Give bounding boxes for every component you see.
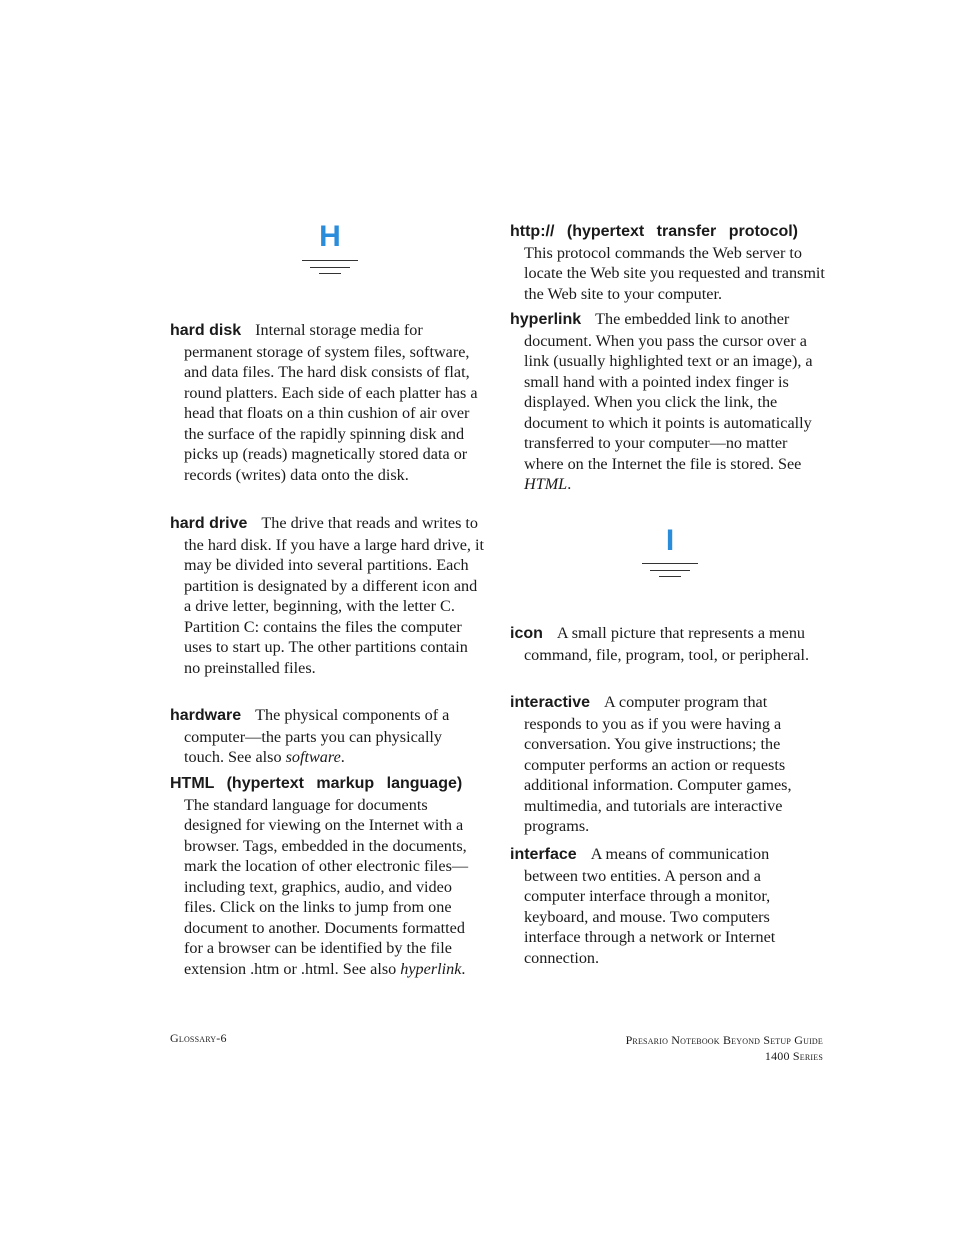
glossary-term: hard drive (170, 515, 248, 532)
cross-reference: hyperlink (400, 959, 462, 978)
punctuation: . (567, 475, 572, 493)
glossary-definition: A means of communication between two entities. A person and a computer interface through a monitor, keyboard, and mouse. Two computers interface through a network or Internet connection. (524, 845, 776, 967)
section-letter: H (319, 220, 341, 253)
glossary-term: interface (510, 846, 577, 863)
glossary-definition: The physical components of a computer—the parts you can physically touch. See also (184, 706, 450, 766)
section-header-i (642, 526, 698, 556)
glossary-definition: A computer program that responds to you as if you were having a conversation. You give instructions; the computer performs an action or requests additional information. Computer games, multimedia, and tutorials are interactive programs. (524, 693, 792, 835)
section-header-h (302, 222, 358, 252)
glossary-entry-interface (510, 844, 825, 968)
glossary-term: icon (510, 625, 543, 642)
glossary-entry-hardware (170, 705, 485, 768)
glossary-entry-hard-drive (170, 513, 485, 678)
glossary-term: hardware (170, 707, 242, 724)
section-letter: I (665, 524, 675, 557)
divider (642, 563, 698, 564)
glossary-definition: Internal storage media for permanent storage of system files, software, and data files. The hard disk consists of flat, round platters. Each side of each platter has a head that floats on a thin cushion of air over the surface of the rapidly spinning disk and picks up (reads) magnetically stored data or records (writes) data onto the disk. (184, 321, 478, 484)
divider (302, 260, 358, 261)
glossary-entry-html (170, 774, 485, 979)
glossary-entry-icon (510, 623, 825, 665)
punctuation: . (461, 959, 466, 978)
glossary-term: hard disk (170, 322, 242, 339)
divider (310, 267, 350, 268)
cross-reference: software (285, 748, 341, 766)
glossary-entry-http (510, 222, 825, 304)
divider (659, 576, 681, 577)
page-footer-right (626, 1032, 823, 1064)
glossary-term: HTML (hypertext markup language) (170, 775, 463, 792)
footer-series: 1400 Series (764, 1049, 823, 1063)
glossary-entry-interactive (510, 692, 825, 837)
glossary-definition: A small picture that represents a menu command, file, program, tool, or peripheral. (524, 624, 809, 664)
divider (650, 570, 690, 571)
glossary-definition: The drive that reads and writes to the hard disk. If you have a large hard drive, it may be divided into several partitions. Each partition is designated by a different icon and a drive letter, beginning, with the letter C. Partition C: contains the files the computer uses to start up. The other partitions contain no preinstalled files. (184, 514, 484, 677)
glossary-entry-hyperlink (510, 309, 825, 495)
glossary-definition: This protocol commands the Web server to locate the Web site you requested and transmit the Web site to your computer. (524, 243, 825, 303)
glossary-term: http:// (hypertext transfer protocol) (510, 223, 799, 240)
footer-title: Presario Notebook Beyond Setup Guide (625, 1033, 823, 1047)
divider (319, 273, 341, 274)
punctuation: . (340, 748, 345, 766)
page-footer-left: Glossary-6 (170, 1031, 227, 1045)
glossary-term: interactive (510, 694, 591, 711)
glossary-entry-hard-disk (170, 320, 485, 485)
glossary-definition: The standard language for documents designed for viewing on the Internet with a browser. Tags, embedded in the documents, mark the location of other electronic files—including text, graphics, audio, and video files. Click on the links to jump from one document to another. Documents formatted for a browser can be identified by the file extension .htm or .html. See also (184, 795, 469, 978)
cross-reference: HTML (524, 475, 568, 493)
glossary-definition: The embedded link to another document. When you pass the cursor over a link (usually highlighted text or an image), a small hand with a pointed index finger is displayed. When you click the link, the document to which it points is automatically transferred to your computer—no matter where on the Internet the file is stored. See (524, 310, 813, 473)
glossary-term: hyperlink (510, 311, 582, 328)
